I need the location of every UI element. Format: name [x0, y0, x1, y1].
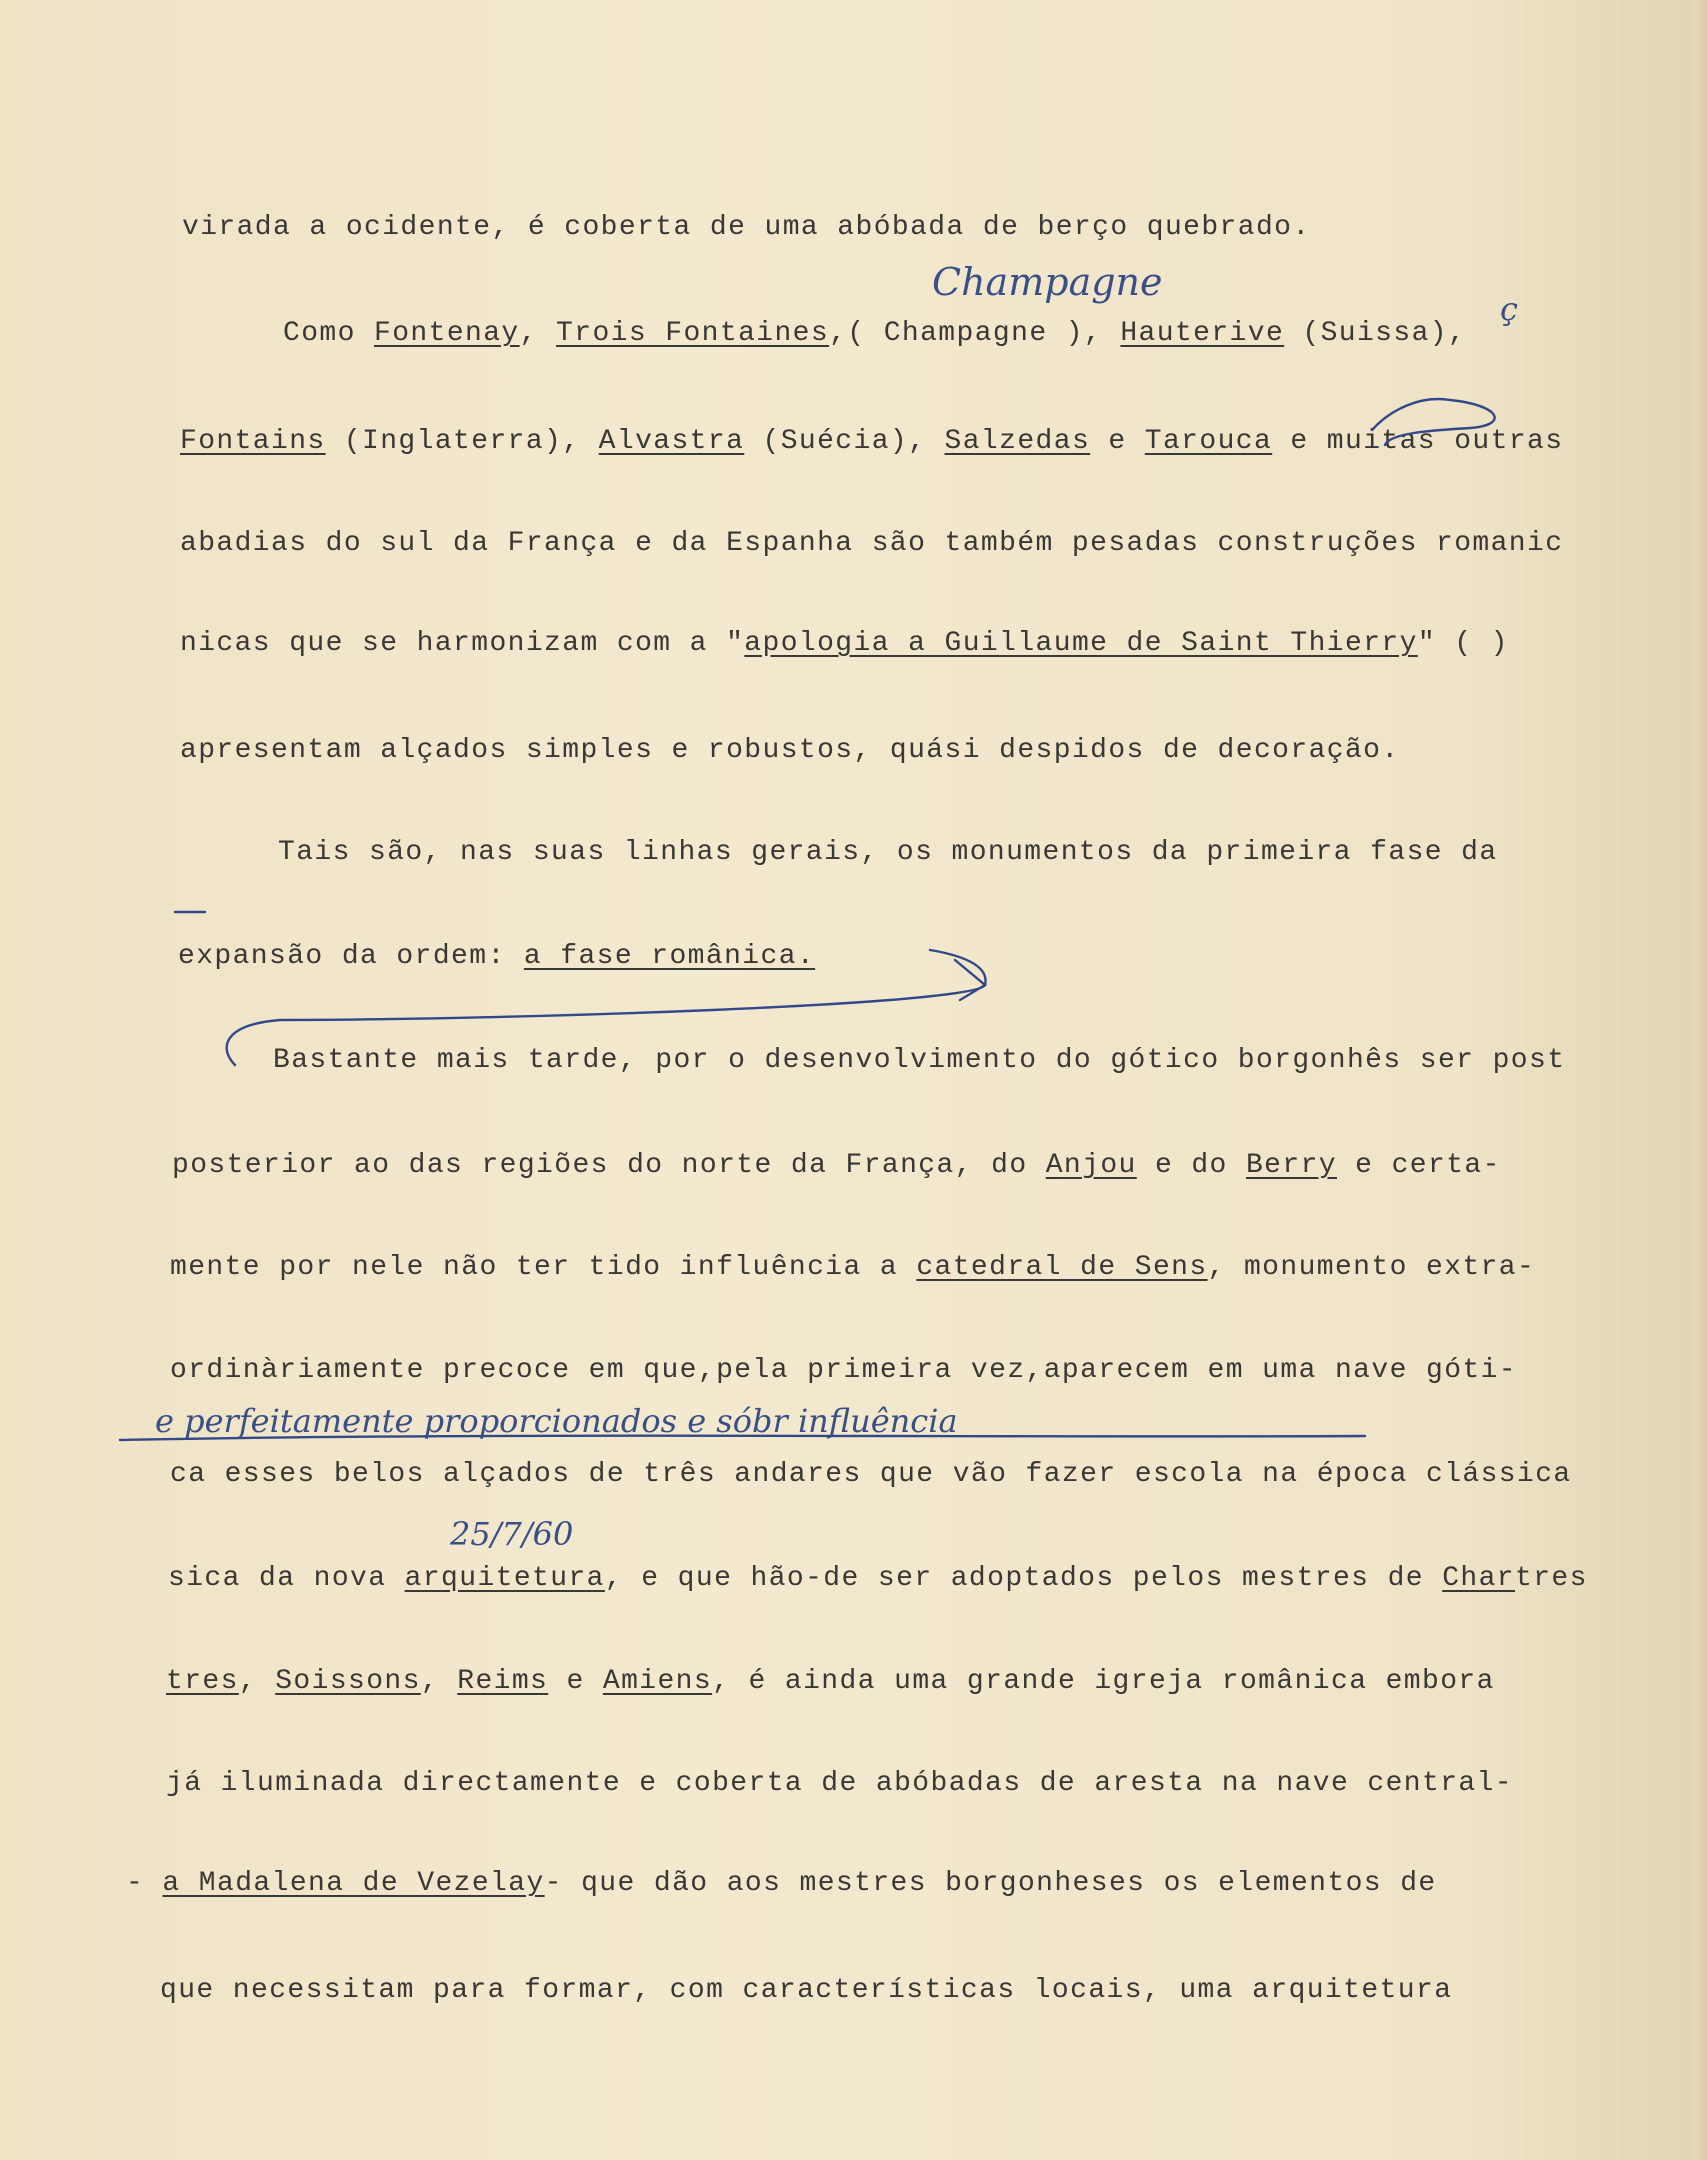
text-segment: ordinàriamente precoce em que,pela primeira vez,aparecem em uma nave góti-: [170, 1355, 1518, 1386]
text-segment: Tais são, nas suas linhas gerais, os monumentos da primeira fase da: [278, 837, 1498, 868]
text-segment: virada a ocidente, é coberta de uma abóbada de berço quebrado.: [182, 212, 1311, 243]
underlined-text: Reims: [457, 1666, 549, 1697]
underlined-text: catedral de Sens: [916, 1252, 1208, 1283]
text-segment: e do: [1136, 1150, 1246, 1181]
text-segment: já iluminada directamente e coberta de abóbadas de aresta na nave central-: [166, 1768, 1514, 1799]
underlined-text: apologia a Guillaume de Saint Thierry: [744, 628, 1418, 659]
text-segment: abadias do sul da França e da Espanha são também pesadas construções romanic: [180, 528, 1564, 559]
underlined-text: Berry: [1245, 1150, 1337, 1181]
strike-mark: [120, 1436, 1365, 1440]
underlined-text: Tarouca: [1144, 426, 1273, 457]
underlined-text: Char: [1442, 1563, 1516, 1594]
text-segment: - que dão aos mestres borgonheses os elementos de: [544, 1868, 1437, 1899]
text-segment: ca esses belos alçados de três andares que vão fazer escola na época clássica: [170, 1459, 1572, 1490]
underlined-text: Salzedas: [944, 426, 1091, 457]
text-segment: e certa-: [1336, 1150, 1501, 1181]
underlined-text: a fase românica.: [523, 941, 816, 972]
underlined-text: Amiens: [602, 1666, 713, 1697]
insertion-arrow-mark: [955, 960, 985, 1000]
text-segment: apresentam alçados simples e robustos, quási despidos de decoração.: [180, 735, 1400, 766]
text-segment: , monumento extra-: [1207, 1252, 1536, 1283]
underlined-text: Fontenay: [374, 318, 520, 349]
underlined-text: Alvastra: [598, 426, 745, 457]
underlined-text: Trois Fontaines: [556, 318, 830, 349]
underlined-text: tres: [166, 1666, 239, 1697]
text-segment: ,: [420, 1666, 458, 1697]
text-segment: e: [548, 1666, 603, 1697]
text-segment: que necessitam para formar, com características locais, uma arquitetura: [160, 1975, 1453, 2006]
text-segment: (Inglaterra),: [325, 426, 599, 457]
text-segment: e: [1090, 426, 1145, 457]
underlined-text: arquitetura: [404, 1563, 605, 1594]
text-segment: ,: [519, 318, 557, 349]
text-segment: sica da nova: [168, 1563, 405, 1594]
underlined-text: a Madalena de Vezelay: [162, 1868, 545, 1899]
text-segment: (Suécia),: [744, 426, 945, 457]
insertion-arrow-mark: [227, 950, 986, 1065]
text-segment: Bastante mais tarde, por o desenvolvimento do gótico borgonhês ser post: [273, 1045, 1566, 1076]
handwritten-date-note: 25/7/60: [450, 1515, 574, 1553]
text-segment: -: [126, 1868, 163, 1899]
text-segment: ,: [238, 1666, 276, 1697]
underlined-text: Fontains: [180, 426, 326, 457]
text-segment: " ( ): [1417, 628, 1509, 659]
underlined-text: Soissons: [275, 1666, 421, 1697]
text-segment: , é ainda uma grande igreja românica embora: [712, 1666, 1495, 1697]
handwritten-cedilla: ç: [1500, 290, 1518, 328]
handwritten-champagne: Champagne: [932, 260, 1163, 304]
insertion-bracket-mark: [1372, 399, 1495, 445]
text-segment: (Suissa),: [1284, 318, 1467, 349]
text-segment: posterior ao das regiões do norte da França, do: [172, 1150, 1046, 1181]
handwritten-insertion: e perfeitamente proporcionados e sóbr influência: [155, 1402, 958, 1440]
text-segment: nicas que se harmonizam com a ": [180, 628, 745, 659]
text-segment: ,( Champagne ),: [829, 318, 1121, 349]
text-segment: e muitas outras: [1272, 426, 1564, 457]
text-segment: Como: [283, 318, 375, 349]
text-segment: mente por nele não ter tido influência a: [170, 1252, 917, 1283]
underlined-text: Anjou: [1045, 1150, 1137, 1181]
text-segment: tres: [1515, 1563, 1588, 1594]
underlined-text: Hauterive: [1120, 318, 1285, 349]
text-segment: expansão da ordem:: [178, 941, 524, 972]
text-segment: , e que hão-de ser adoptados pelos mestres de: [604, 1563, 1443, 1594]
